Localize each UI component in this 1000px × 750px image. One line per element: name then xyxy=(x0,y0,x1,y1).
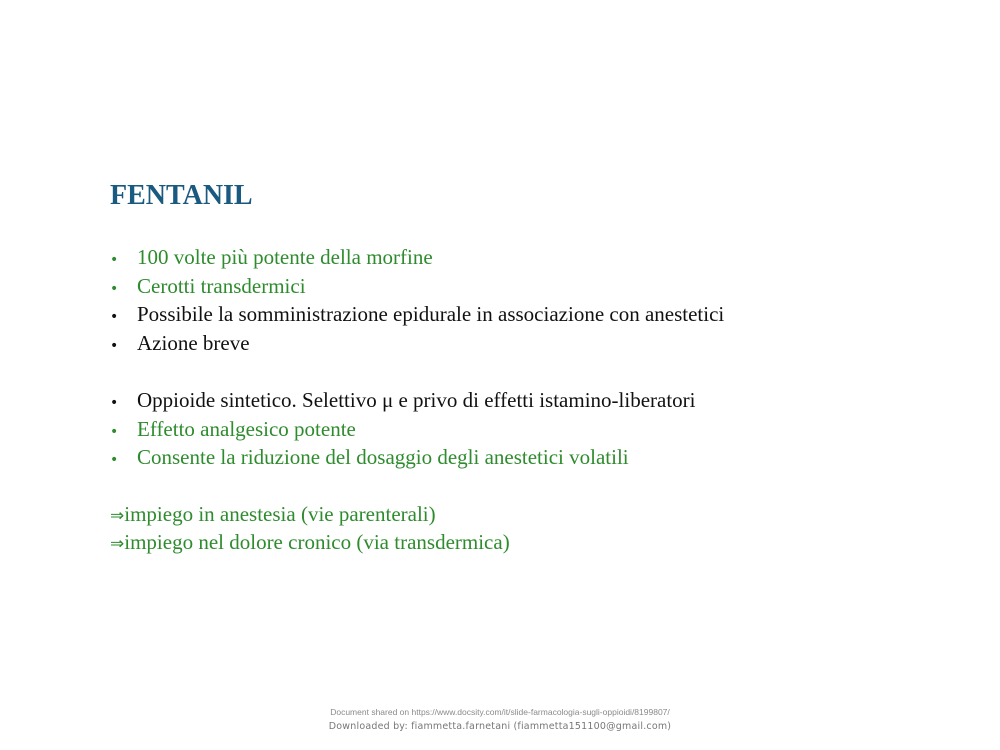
bullet-icon: • xyxy=(110,309,119,325)
footer-downloaded-text: Downloaded by: fiammetta.farnetani (fiammetta151100@gmail.com) xyxy=(328,721,672,732)
bullet-item-dose-reduction xyxy=(110,443,696,472)
bullet-list-secondary xyxy=(110,386,696,472)
bullet-icon: • xyxy=(110,423,119,440)
bullet-icon: • xyxy=(110,395,119,411)
bullet-icon: • xyxy=(110,452,119,468)
bullet-icon: • xyxy=(110,337,119,354)
conclusion-list xyxy=(110,500,510,556)
document-footer xyxy=(0,706,1000,734)
conclusion-line-chronic-pain xyxy=(110,528,510,556)
bullet-text: Cerotti transdermici xyxy=(137,273,306,298)
conclusion-line-anesthesia xyxy=(110,500,510,528)
bullet-item-short-action xyxy=(110,329,724,358)
conclusion-text: impiego nel dolore cronico (via transdermica) xyxy=(124,530,510,554)
implies-arrow-icon: ⇒ xyxy=(110,534,125,554)
bullet-text: 100 volte più potente della morfine xyxy=(137,245,433,269)
bullet-list-primary xyxy=(110,243,724,357)
conclusion-text: impiego in anestesia (vie parenterali) xyxy=(124,502,436,526)
bullet-text: Consente la riduzione del dosaggio degli anestetici volatili xyxy=(137,445,629,469)
bullet-item-epidural xyxy=(110,300,724,329)
bullet-text: Oppioide sintetico. Selettivo μ e privo di effetti istamino-liberatori xyxy=(137,388,696,412)
bullet-item-analgesic-effect xyxy=(110,415,696,444)
bullet-text: Possibile la somministrazione epidurale in associazione con anestetici xyxy=(137,302,725,326)
bullet-text: Azione breve xyxy=(137,330,250,355)
bullet-text: Effetto analgesico potente xyxy=(137,416,356,441)
slide-title: FENTANIL xyxy=(110,180,253,211)
bullet-item-patches xyxy=(110,272,724,301)
bullet-icon: • xyxy=(110,252,119,268)
bullet-item-synthetic-opioid xyxy=(110,386,696,415)
bullet-icon: • xyxy=(110,280,119,297)
footer-shared-text: Document shared on https://www.docsity.com/it/slide-farmacologia-sugli-oppioidi/8199807/ xyxy=(330,707,670,717)
implies-arrow-icon: ⇒ xyxy=(110,506,125,526)
bullet-item-potency xyxy=(110,243,724,272)
